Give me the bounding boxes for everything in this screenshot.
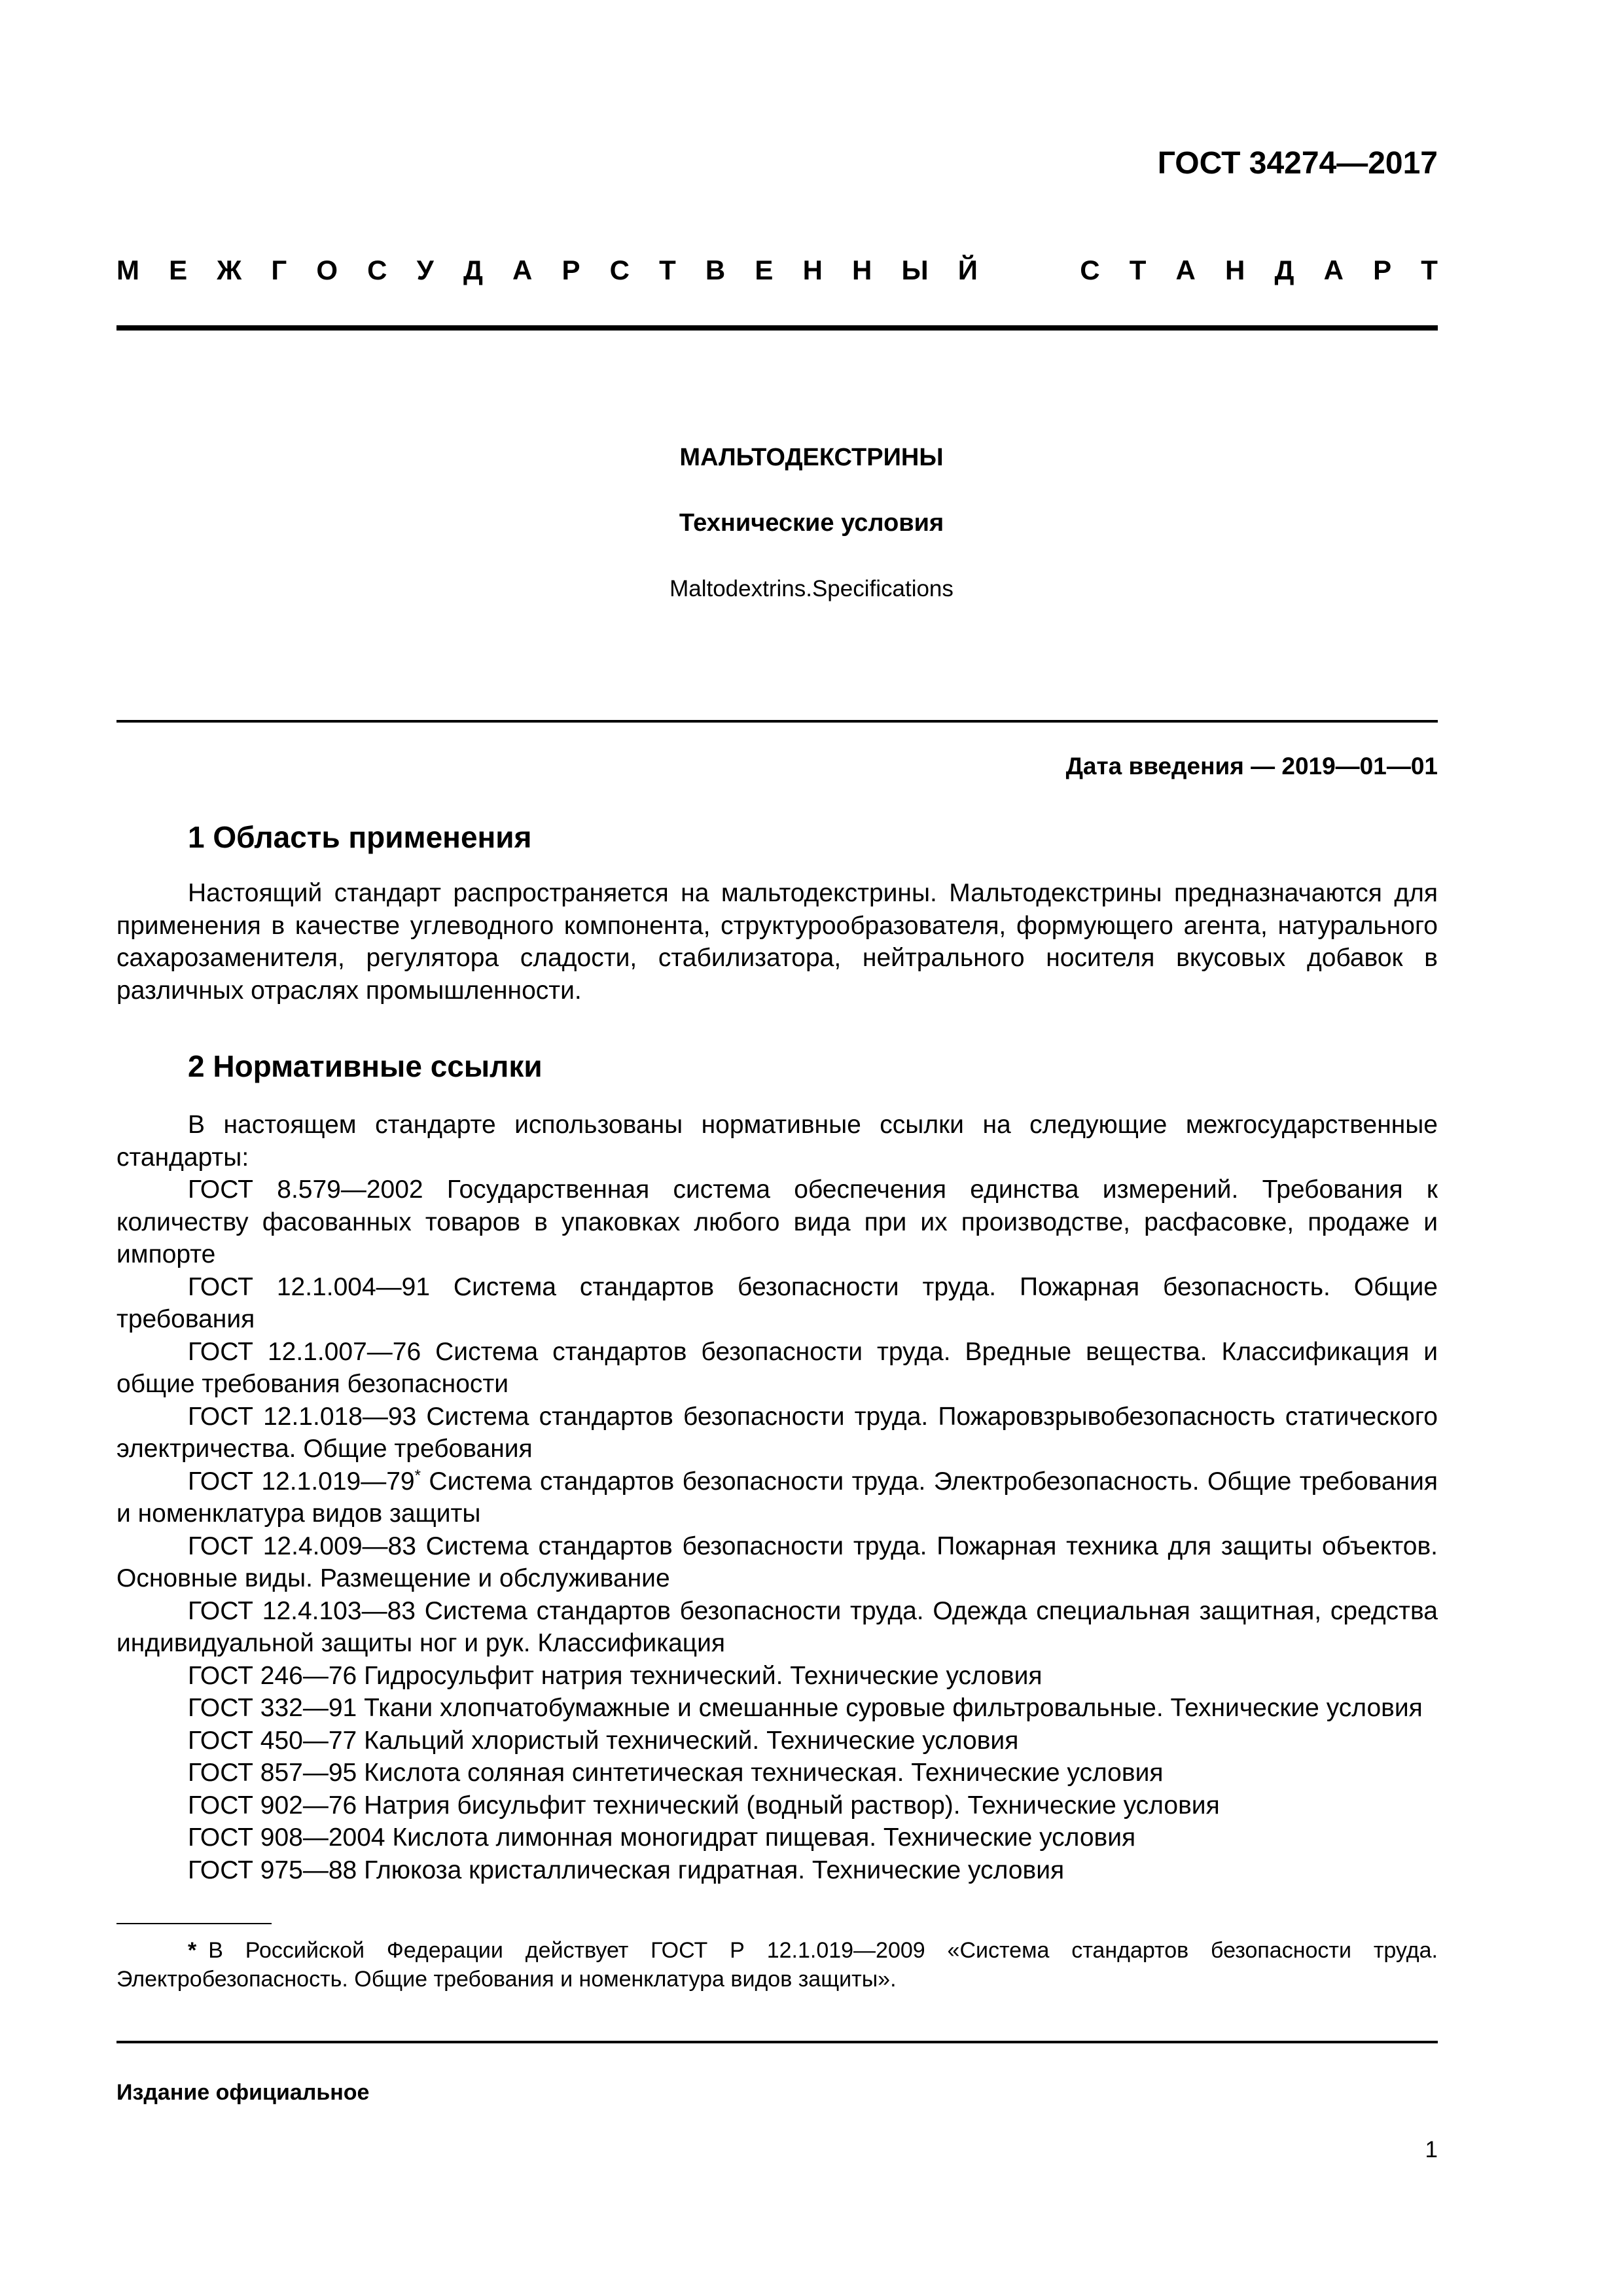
edition-label: Издание официальное [116,2080,370,2105]
reference-title: Система стандартов безопасности труда. Пожаровзрывобезопасность статического электричества. Общие требования [116,1402,1438,1463]
page-number: 1 [1425,2137,1438,2162]
reference-code: ГОСТ 857—95 [188,1759,357,1787]
banner-letter: М [116,255,139,285]
reference-title: Государственная система обеспечения единства измерений. Требования к количеству фасованных товаров в упаковках любого вида при их производстве, расфасовке, продаже и импорте [116,1175,1438,1268]
reference-code: ГОСТ 8.579—2002 [188,1175,423,1204]
banner-letter: А [1175,255,1196,285]
document-title-english: Maltodextrins.Specifications [669,576,954,601]
banner-letter: Е [755,255,774,285]
reference-title: Система стандартов безопасности труда. Одежда специальная защитная, средства индивидуальной защиты ног и рук. Классификация [116,1596,1438,1657]
reference-item [116,1692,1438,1725]
reference-title: Система стандартов безопасности труда. Пожарная безопасность. Общие требования [116,1272,1438,1333]
reference-item [116,1336,1438,1401]
reference-title: Ткани хлопчатобумажные и смешанные суровые фильтровальные. Технические условия [357,1694,1423,1722]
reference-item [116,1595,1438,1660]
banner-letter: Н [1225,255,1245,285]
reference-item [116,1401,1438,1465]
reference-code: ГОСТ 246—76 [188,1661,357,1690]
reference-code: ГОСТ 902—76 [188,1791,357,1820]
banner-word-gap [1007,251,1050,290]
banner-letter: А [512,255,533,285]
normative-references-list [116,1174,1438,1886]
footer-divider [116,2041,1438,2043]
reference-title: Кислота лимонная моногидрат пищевая. Технические условия [385,1823,1136,1852]
reference-item [116,1789,1438,1822]
reference-item [116,1854,1438,1887]
banner-letter: Н [852,255,872,285]
banner-letter: Й [957,255,978,285]
reference-item [116,1821,1438,1854]
reference-code: ГОСТ 908—2004 [188,1823,385,1852]
banner-letter: Е [169,255,188,285]
banner-letter: Ы [901,255,929,285]
banner-letter: О [316,255,338,285]
document-subtitle: Технические условия [679,509,944,537]
banner-letters [116,251,1438,290]
reference-item [116,1757,1438,1789]
banner-letter: Р [562,255,580,285]
reference-title: Система стандартов безопасности труда. Электробезопасность. Общие требования и номенклатура видов защиты [116,1467,1438,1528]
reference-item [116,1174,1438,1271]
reference-title: Гидросульфит натрия технический. Технические условия [357,1661,1043,1690]
reference-code: ГОСТ 12.4.009—83 [188,1532,416,1560]
reference-code: ГОСТ 12.1.004—91 [188,1272,431,1301]
reference-title: Натрия бисульфит технический (водный раствор). Технические условия [357,1791,1220,1820]
banner-letter: Д [1274,255,1294,285]
banner-letter: У [416,255,434,285]
banner-letter: А [1323,255,1344,285]
banner-letter: В [705,255,726,285]
footnote [116,1936,1438,1994]
reference-item [116,1271,1438,1336]
banner-letter: Р [1373,255,1392,285]
banner-letter: Т [1421,255,1438,285]
section-1-text: Настоящий стандарт распространяется на мальтодекстрины. Мальтодекстрины предназначаются для применения в качестве углеводного компонента, структурообразователя, формующего агента, натурального сахарозаменителя, регулятора сладости, стабилизатора, нейтрального носителя вкусовых добавок в различных отраслях промышленности. [116,879,1438,1005]
header-divider [116,325,1438,331]
reference-title: Система стандартов безопасности труда. Пожарная техника для защиты объектов. Основные виды. Размещение и обслуживание [116,1532,1438,1592]
section-1-heading: 1 Область применения [188,820,532,854]
reference-code: ГОСТ 12.1.007—76 [188,1337,421,1366]
reference-code: ГОСТ 12.1.018—93 [188,1402,417,1431]
section-2-intro: В настоящем стандарте использованы нормативные ссылки на следующие межгосударственные стандарты: [116,1111,1438,1172]
reference-code: ГОСТ 332—91 [188,1694,357,1722]
reference-code: ГОСТ 12.1.019—79 [188,1467,415,1496]
reference-item [116,1530,1438,1595]
footnote-text: В Российской Федерации действует ГОСТ Р 12.1.019—2009 «Система стандартов безопасности труда. Электробезопасность. Общие требования и номенклатура видов защиты». [116,1938,1438,1992]
banner-letter: С [367,255,387,285]
banner-letter: Т [1129,255,1147,285]
banner-letter: С [609,255,630,285]
banner-letter: С [1080,255,1100,285]
reference-title: Кальций хлористый технический. Технические условия [357,1726,1019,1755]
banner-letter: Г [271,255,287,285]
footnote-divider [116,1923,272,1924]
section-2-heading: 2 Нормативные ссылки [188,1049,543,1083]
banner-letter: Н [802,255,823,285]
reference-code: ГОСТ 450—77 [188,1726,357,1755]
reference-title: Система стандартов безопасности труда. Вредные вещества. Классификация и общие требования безопасности [116,1337,1438,1398]
reference-item [116,1465,1438,1530]
footnote-mark: * [188,1938,197,1963]
reference-title: Глюкоза кристаллическая гидратная. Технические условия [357,1856,1065,1884]
reference-title: Кислота соляная синтетическая техническая. Технические условия [357,1759,1164,1787]
document-number: ГОСТ 34274—2017 [1157,146,1438,181]
standard-type-banner [116,251,1438,290]
reference-code: ГОСТ 975—88 [188,1856,357,1884]
reference-item [116,1660,1438,1693]
footnote-reference-mark: * [414,1466,421,1484]
banner-letter: Д [463,255,483,285]
title-divider [116,720,1438,723]
reference-item [116,1725,1438,1757]
banner-letter: Т [659,255,676,285]
reference-code: ГОСТ 12.4.103—83 [188,1596,416,1625]
introduction-date: Дата введения — 2019—01—01 [1065,753,1438,780]
banner-letter: Ж [217,255,242,285]
document-title: МАЛЬТОДЕКСТРИНЫ [679,444,944,471]
